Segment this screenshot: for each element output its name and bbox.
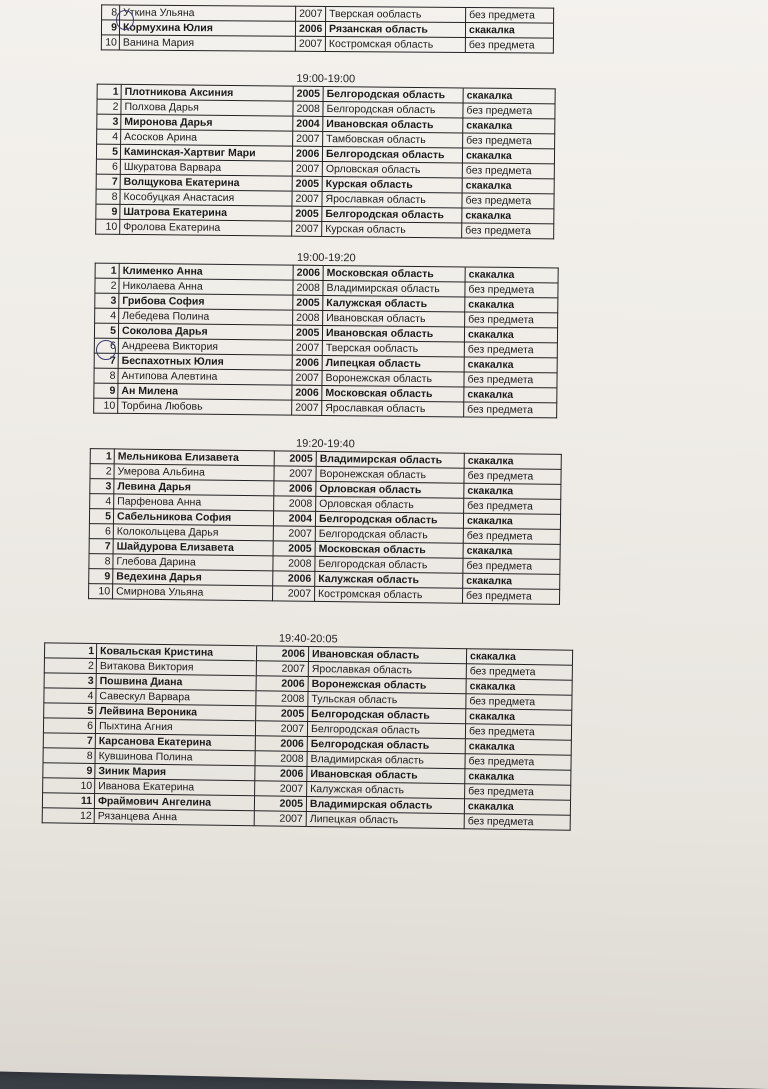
time-slot-label: 19:00-19:00 (296, 72, 356, 86)
apparatus-cell: скакалка (462, 178, 554, 194)
region-cell: Белгородская область (315, 511, 463, 528)
birth-year-cell: 2007 (296, 6, 326, 21)
participant-name-cell: Антипова Алевтина (118, 368, 292, 385)
birth-year-cell: 2007 (274, 466, 316, 482)
region-cell: Белгородская область (322, 146, 462, 162)
participant-name-cell: Клименко Анна (119, 263, 293, 280)
row-number-cell: 9 (43, 763, 95, 779)
apparatus-cell: без предмета (464, 468, 561, 484)
schedule-group-2 (93, 249, 558, 419)
participant-name-cell: Лебедева Полина (119, 308, 293, 325)
birth-year-cell: 2004 (293, 116, 323, 131)
time-slot-label: 19:00-19:20 (296, 251, 356, 265)
participant-name-cell: Рязанцева Анна (94, 809, 254, 826)
apparatus-cell: скакалка (464, 357, 557, 373)
row-number-cell: 9 (89, 569, 113, 584)
apparatus-cell: без предмета (463, 558, 560, 574)
birth-year-cell: 2007 (255, 721, 307, 737)
participant-name-cell: Левина Дарья (114, 479, 274, 496)
table-body (101, 5, 553, 53)
region-cell: Ивановская область (323, 116, 463, 132)
apparatus-cell: скакалка (464, 387, 557, 403)
birth-year-cell: 2006 (255, 766, 307, 782)
region-cell: Белгородская область (308, 707, 466, 724)
region-cell: Белгородская область (323, 101, 463, 117)
region-cell: Калужская область (307, 782, 465, 799)
region-cell: Владимирская область (307, 752, 465, 769)
apparatus-cell: без предмета (464, 498, 561, 514)
participant-name-cell: Каминская-Хартвиг Мари (120, 144, 292, 161)
birth-year-cell: 2004 (273, 511, 315, 527)
time-slot-label: 19:20-19:40 (295, 437, 355, 451)
apparatus-cell: скакалка (466, 679, 572, 695)
birth-year-cell: 2005 (273, 541, 315, 557)
birth-year-cell: 2006 (295, 21, 325, 36)
participant-name-cell: Фролова Екатерина (120, 219, 292, 236)
apparatus-cell: без предмета (464, 402, 557, 418)
row-number-cell: 7 (96, 174, 120, 189)
apparatus-cell: скакалка (465, 267, 558, 283)
birth-year-cell: 2008 (274, 496, 316, 512)
participant-name-cell: Николаева Анна (119, 278, 293, 295)
region-cell: Липецкая область (306, 811, 464, 828)
handwritten-circle-mark (116, 10, 134, 30)
participants-table (93, 263, 559, 419)
row-number-cell: 6 (96, 159, 120, 174)
birth-year-cell: 2006 (273, 571, 315, 587)
apparatus-cell: скакалка (465, 297, 558, 313)
participant-name-cell: Смирнова Ульяна (113, 584, 273, 601)
apparatus-cell: скакалка (464, 799, 570, 815)
participant-name-cell: Карсанова Екатерина (95, 734, 255, 751)
region-cell: Орловская область (316, 496, 464, 513)
birth-year-cell: 2006 (292, 385, 322, 400)
participant-name-cell: Плотникова Аксиния (121, 84, 293, 101)
row-number-cell: 11 (42, 793, 94, 809)
region-cell: Калужская область (315, 571, 463, 588)
region-cell: Орловская область (322, 161, 462, 177)
birth-year-cell: 2007 (292, 370, 322, 385)
participant-name-cell: Андреева Виктория (118, 338, 292, 355)
birth-year-cell: 2005 (292, 325, 322, 340)
participant-name-cell: Кувшинова Полина (95, 749, 255, 766)
participant-name-cell: Глебова Дарина (113, 554, 273, 571)
participant-name-cell: Кормухина Юлия (119, 20, 295, 36)
row-number-cell: 12 (42, 808, 94, 824)
participant-name-cell: Полхова Дарья (121, 99, 293, 116)
apparatus-cell: скакалка (464, 453, 561, 469)
region-cell: Орловская область (316, 481, 464, 498)
region-cell: Липецкая область (322, 355, 464, 371)
schedule-group-1 (95, 70, 555, 240)
row-number-cell: 5 (94, 323, 118, 338)
handwritten-circle-mark (96, 340, 116, 360)
region-cell: Воронежская область (316, 466, 464, 483)
region-cell: Курская область (322, 221, 462, 237)
region-cell: Ярославкая область (322, 191, 462, 207)
participant-name-cell: Савескул Варвара (96, 689, 256, 706)
table-body (42, 643, 572, 830)
apparatus-cell: скакалка (465, 739, 571, 755)
apparatus-cell: без предмета (464, 814, 570, 830)
row-number-cell: 8 (89, 554, 113, 569)
birth-year-cell: 2007 (256, 661, 308, 677)
birth-year-cell: 2007 (254, 811, 306, 827)
row-number-cell: 3 (95, 293, 119, 308)
birth-year-cell: 2006 (274, 481, 316, 497)
birth-year-cell: 2007 (292, 400, 322, 415)
region-cell: Ивановская область (322, 325, 464, 341)
participant-name-cell: Пошвина Диана (96, 674, 256, 691)
row-number-cell: 4 (90, 494, 114, 509)
apparatus-cell: без предмета (465, 724, 571, 740)
region-cell: Тамбовская область (323, 131, 463, 147)
birth-year-cell: 2005 (292, 176, 322, 191)
row-number-cell: 1 (44, 643, 96, 659)
row-number-cell: 9 (101, 20, 119, 35)
birth-year-cell: 2006 (292, 146, 322, 161)
row-number-cell: 1 (90, 449, 114, 464)
region-cell: Ивановская область (307, 767, 465, 784)
region-cell: Владимирская область (306, 797, 464, 814)
region-cell: Белгородская область (323, 86, 463, 102)
region-cell: Тверская ообласть (322, 340, 464, 356)
birth-year-cell: 2006 (256, 676, 308, 692)
birth-year-cell: 2005 (293, 86, 323, 101)
birth-year-cell: 2007 (292, 221, 322, 236)
birth-year-cell: 2005 (256, 706, 308, 722)
participant-name-cell: Фраймович Ангелина (94, 794, 254, 811)
apparatus-cell: скакалка (466, 649, 572, 665)
row-number-cell: 1 (97, 84, 121, 99)
region-cell: Тульская область (308, 692, 466, 709)
apparatus-cell: скакалка (463, 118, 555, 134)
birth-year-cell: 2008 (255, 751, 307, 767)
row-number-cell: 8 (94, 368, 118, 383)
row-number-cell: 6 (94, 338, 118, 353)
region-cell: Белгородская область (315, 526, 463, 543)
apparatus-cell: скакалка (462, 208, 554, 224)
birth-year-cell: 2007 (292, 340, 322, 355)
row-number-cell: 3 (97, 114, 121, 129)
row-number-cell: 7 (89, 539, 113, 554)
region-cell: Ивановская область (308, 647, 466, 664)
region-cell: Костромская область (325, 36, 465, 52)
apparatus-cell: без предмета (466, 664, 572, 680)
birth-year-cell: 2008 (293, 101, 323, 116)
row-number-cell: 8 (102, 5, 120, 20)
apparatus-cell: без предмета (465, 754, 571, 770)
apparatus-cell: без предмета (464, 342, 557, 358)
row-number-cell: 7 (43, 733, 95, 749)
apparatus-cell: без предмета (462, 588, 559, 604)
apparatus-cell: без предмета (465, 784, 571, 800)
participant-name-cell: Асосков Арина (121, 129, 293, 146)
participant-name-cell: Лейвина Вероника (96, 704, 256, 721)
apparatus-cell: без предмета (463, 103, 555, 119)
region-cell: Ивановская область (323, 310, 465, 326)
birth-year-cell: 2008 (273, 556, 315, 572)
participants-table (101, 4, 554, 53)
region-cell: Московская область (322, 385, 464, 401)
participant-name-cell: Витакова Виктория (96, 659, 256, 676)
table-body (96, 84, 556, 239)
region-cell: Воронежская область (322, 370, 464, 386)
participant-name-cell: Шатрова Екатерина (120, 204, 292, 221)
apparatus-cell: без предмета (464, 372, 557, 388)
row-number-cell: 5 (44, 703, 96, 719)
row-number-cell: 6 (89, 524, 113, 539)
participants-table (42, 642, 573, 830)
participant-name-cell: Шайдурова Елизавета (113, 539, 273, 556)
birth-year-cell: 2008 (256, 691, 308, 707)
birth-year-cell: 2007 (292, 161, 322, 176)
participant-name-cell: Сабельникова София (113, 509, 273, 526)
row-number-cell: 7 (94, 353, 118, 368)
region-cell: Белгородская область (307, 737, 465, 754)
participants-table (88, 448, 562, 605)
row-number-cell: 10 (89, 584, 113, 599)
apparatus-cell: без предмета (462, 193, 554, 209)
apparatus-cell: без предмета (466, 7, 554, 23)
participant-name-cell: Уткина Ульяна (120, 5, 296, 21)
participant-name-cell: Соколова Дарья (118, 323, 292, 340)
apparatus-cell: скакалка (463, 88, 555, 104)
birth-year-cell: 2007 (273, 526, 315, 542)
participant-name-cell: Кособуцкая Анастасия (120, 189, 292, 206)
apparatus-cell: скакалка (466, 709, 572, 725)
birth-year-cell: 2005 (254, 796, 306, 812)
apparatus-cell: без предмета (462, 163, 554, 179)
table-body (94, 263, 559, 418)
row-number-cell: 9 (94, 383, 118, 398)
region-cell: Владимирская область (316, 451, 464, 468)
row-number-cell: 5 (96, 144, 120, 159)
apparatus-cell: без предмета (462, 223, 554, 239)
birth-year-cell: 2007 (295, 36, 325, 51)
region-cell: Воронежская область (308, 677, 466, 694)
participant-name-cell: Мельникова Елизавета (114, 449, 274, 466)
row-number-cell: 4 (95, 308, 119, 323)
participant-name-cell: Ковальская Кристина (96, 644, 256, 661)
row-number-cell: 3 (44, 673, 96, 689)
apparatus-cell: без предмета (463, 133, 555, 149)
apparatus-cell: без предмета (465, 282, 558, 298)
participant-name-cell: Ванина Мария (119, 35, 295, 51)
region-cell: Калужская область (323, 295, 465, 311)
region-cell: Московская область (323, 265, 465, 281)
row-number-cell: 2 (44, 658, 96, 674)
region-cell: Московская область (315, 541, 463, 558)
participant-name-cell: Миронова Дарья (121, 114, 293, 131)
region-cell: Курская область (322, 176, 462, 192)
birth-year-cell: 2008 (293, 280, 323, 295)
row-number-cell: 9 (96, 204, 120, 219)
apparatus-cell: скакалка (463, 543, 560, 559)
row-number-cell: 8 (96, 189, 120, 204)
participant-name-cell: Зиник Мария (95, 764, 255, 781)
row-number-cell: 10 (96, 219, 120, 234)
birth-year-cell: 2008 (293, 310, 323, 325)
apparatus-cell: скакалка (464, 327, 557, 343)
birth-year-cell: 2007 (273, 586, 315, 602)
birth-year-cell: 2006 (293, 265, 323, 280)
participant-name-cell: Ведехина Дарья (113, 569, 273, 586)
region-cell: Ярославкая область (308, 662, 466, 679)
participant-name-cell: Парфенова Анна (114, 494, 274, 511)
apparatus-cell: скакалка (465, 22, 553, 38)
time-slot-label: 19:40-20:05 (278, 632, 338, 646)
region-cell: Тверская ообласть (326, 6, 466, 22)
participant-name-cell: Торбина Любовь (118, 398, 292, 415)
birth-year-cell: 2007 (255, 781, 307, 797)
apparatus-cell: без предмета (466, 694, 572, 710)
apparatus-cell: без предмета (463, 528, 560, 544)
birth-year-cell: 2005 (292, 206, 322, 221)
region-cell: Костромская область (314, 586, 462, 603)
region-cell: Ярославкая область (322, 400, 464, 416)
region-cell: Белгородская область (322, 206, 462, 222)
region-cell: Рязанская область (325, 21, 465, 37)
schedule-group-4 (42, 628, 573, 830)
participant-name-cell: Колокольцева Дарья (113, 524, 273, 541)
participant-name-cell: Волщукова Екатерина (120, 174, 292, 191)
birth-year-cell: 2006 (292, 355, 322, 370)
row-number-cell: 8 (43, 748, 95, 764)
row-number-cell: 1 (95, 263, 119, 278)
table-row (101, 35, 553, 53)
participant-name-cell: Шкуратова Варвара (120, 159, 292, 176)
birth-year-cell: 2005 (293, 295, 323, 310)
region-cell: Белгородская область (315, 556, 463, 573)
table-body (89, 449, 562, 605)
row-number-cell: 2 (95, 278, 119, 293)
region-cell: Белгородская область (307, 722, 465, 739)
schedule-group-0 (101, 4, 553, 53)
row-number-cell: 10 (101, 35, 119, 50)
birth-year-cell: 2005 (274, 451, 316, 467)
participants-table (95, 84, 556, 240)
row-number-cell: 10 (94, 398, 118, 413)
participant-name-cell: Умерова Альбина (114, 464, 274, 481)
birth-year-cell: 2007 (293, 131, 323, 146)
birth-year-cell: 2006 (256, 646, 308, 662)
apparatus-cell: без предмета (465, 37, 553, 53)
participant-name-cell: Пыхтина Агния (95, 719, 255, 736)
schedule-group-3 (88, 434, 561, 605)
row-number-cell: 6 (43, 718, 95, 734)
apparatus-cell: скакалка (465, 769, 571, 785)
apparatus-cell: скакалка (462, 148, 554, 164)
apparatus-cell: скакалка (463, 513, 560, 529)
row-number-cell: 2 (97, 99, 121, 114)
apparatus-cell: скакалка (463, 573, 560, 589)
region-cell: Владимирская область (323, 280, 465, 296)
apparatus-cell: без предмета (465, 312, 558, 328)
participant-name-cell: Ан Милена (118, 383, 292, 400)
row-number-cell: 4 (97, 129, 121, 144)
birth-year-cell: 2007 (292, 191, 322, 206)
birth-year-cell: 2006 (255, 736, 307, 752)
row-number-cell: 3 (90, 479, 114, 494)
row-number-cell: 4 (44, 688, 96, 704)
row-number-cell: 2 (90, 464, 114, 479)
row-number-cell: 5 (89, 509, 113, 524)
row-number-cell: 10 (43, 778, 95, 794)
apparatus-cell: скакалка (464, 483, 561, 499)
participant-name-cell: Грибова София (119, 293, 293, 310)
participant-name-cell: Беспахотных Юлия (118, 353, 292, 370)
participant-name-cell: Иванова Екатерина (95, 779, 255, 796)
